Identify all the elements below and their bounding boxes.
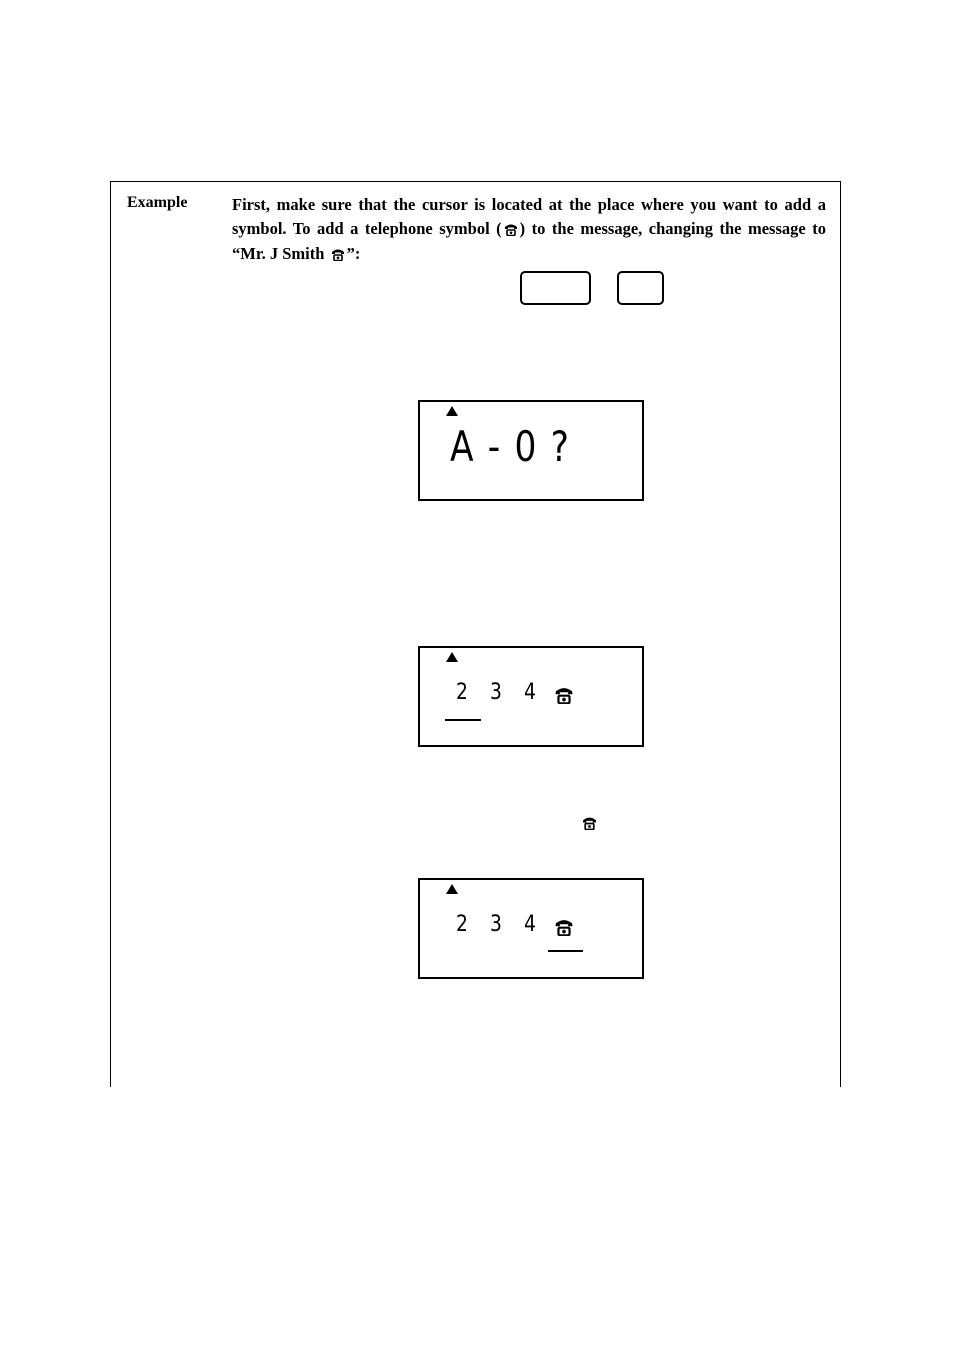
telephone-icon <box>504 219 518 243</box>
cursor <box>445 719 481 721</box>
select-key[interactable] <box>617 271 664 305</box>
lcd-char: 4 <box>524 912 536 937</box>
example-label: Example <box>127 194 188 211</box>
lcd-char: 2 <box>456 912 468 937</box>
caps-indicator-icon <box>446 884 458 894</box>
caps-indicator-icon <box>446 406 458 416</box>
lcd-display-symbol-category <box>418 400 644 501</box>
symbol-key[interactable] <box>520 271 591 305</box>
caps-indicator-icon <box>446 652 458 662</box>
telephone-icon <box>331 244 345 268</box>
lcd-display-after <box>418 878 644 979</box>
lcd-display-before <box>418 646 644 747</box>
telephone-icon <box>582 815 597 834</box>
telephone-icon <box>554 918 574 940</box>
cursor <box>548 950 583 952</box>
telephone-icon <box>554 686 574 708</box>
lcd-char: 4 <box>524 680 536 705</box>
lcd-char: 3 <box>490 912 502 937</box>
example-instructions: First, make sure that the cursor is located at the place where you want to add a symbol. To add a telephone symbol ( ) to the message, changing the message to “Mr. J Smith ”: <box>232 193 826 268</box>
lcd-text: A - 0 ? <box>450 422 571 471</box>
lcd-char: 2 <box>456 680 468 705</box>
lcd-char: 3 <box>490 680 502 705</box>
